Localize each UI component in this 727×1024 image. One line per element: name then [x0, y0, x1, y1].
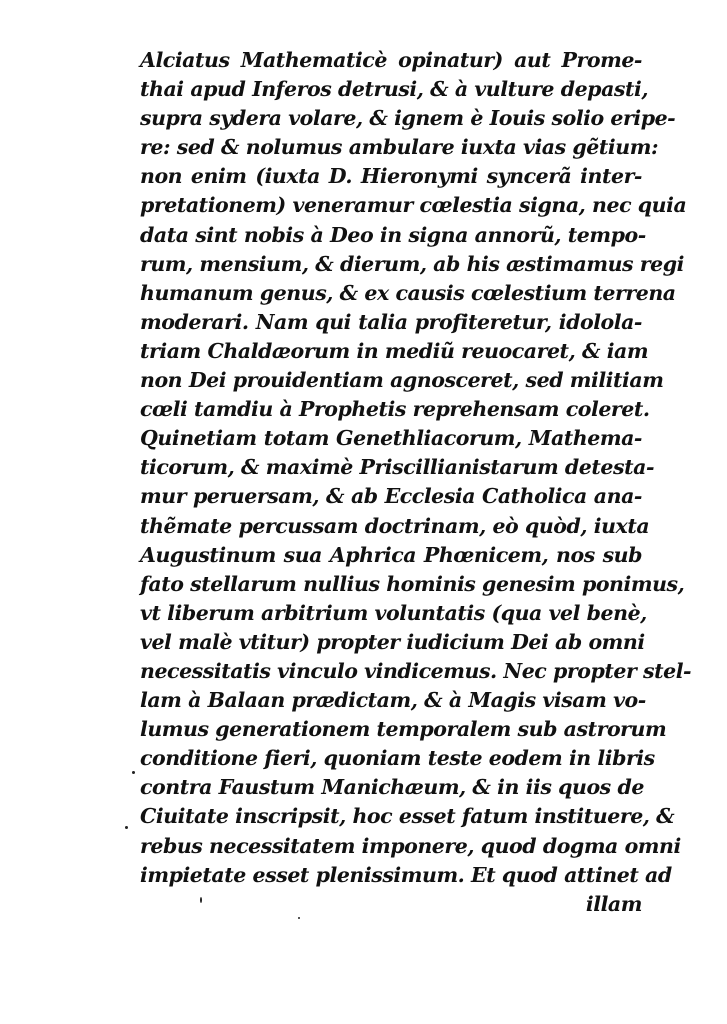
scan-speck [132, 771, 135, 774]
scan-speck [298, 917, 300, 919]
text-line: re: sed & nolumus ambulare iuxta vias gẽtium: [140, 135, 659, 160]
text-line: Alciatus Mathematicè opinatur) aut Prome- [140, 48, 642, 72]
text-line: fato stellarum nullius hominis genesim ponimus, [140, 571, 685, 596]
text-line: data sint nobis à Deo in signa annorũ, tempo- [140, 222, 646, 247]
scan-speck [125, 826, 128, 829]
text-line: Augustinum sua Aphrica Phœnicem, nos sub [140, 542, 642, 567]
text-line: humanum genus, & ex causis cœlestium terrena [140, 280, 676, 305]
text-line: lam à Balaan prædictam, & à Magis visam vo- [140, 688, 646, 713]
text-line: supra sydera volare, & ignem è Iouis solio eripe- [140, 106, 676, 131]
text-line: impietate esset plenissimum. Et quod attinet ad [140, 862, 672, 887]
text-line: ticorum, & maximè Priscillianistarum detesta- [140, 455, 655, 480]
text-line: vt liberum arbitrium voluntatis (qua vel benè, [140, 600, 647, 625]
body-text [140, 46, 692, 919]
text-line: necessitatis vinculo vindicemus. Nec propter stel- [140, 658, 692, 683]
text-line: moderari. Nam qui talia profiteretur, idolola- [140, 309, 642, 334]
text-line: rum, mensium, & dierum, ab his æstimamus regi [140, 251, 684, 276]
text-line: non Dei prouidentiam agnosceret, sed militiam [140, 368, 664, 393]
catchword: illam [585, 891, 642, 916]
text-line: mur peruersam, & ab Ecclesia Catholica ana- [140, 484, 642, 509]
text-line: cœli tamdiu à Prophetis reprehensam coleret. [140, 397, 650, 422]
text-line: vel malè vtitur) propter iudicium Dei ab omni [140, 629, 645, 654]
text-line: Quinetiam totam Genethliacorum, Mathema- [140, 426, 642, 451]
text-line: Ciuitate inscripsit, hoc esset fatum instituere, & [140, 804, 675, 829]
text-line: conditione fieri, quoniam teste eodem in libris [140, 746, 655, 771]
text-line: contra Faustum Manichæum, & in iis quos de [140, 775, 644, 800]
text-line: rebus necessitatem imponere, quod dogma omni [140, 833, 681, 858]
scan-speck [200, 897, 202, 903]
text-line: thẽmate percussam doctrinam, eò quòd, iuxta [140, 513, 650, 538]
text-line: pretationem) veneramur cœlestia signa, nec quia [140, 193, 687, 218]
text-line: lumus generationem temporalem sub astrorum [140, 717, 667, 742]
text-line: thai apud Inferos detrusi, & à vulture depasti, [140, 77, 649, 102]
text-line: non enim (iuxta D. Hieronymi syncerã inter- [140, 164, 642, 189]
text-line: triam Chaldæorum in mediũ reuocaret, & iam [140, 338, 649, 363]
